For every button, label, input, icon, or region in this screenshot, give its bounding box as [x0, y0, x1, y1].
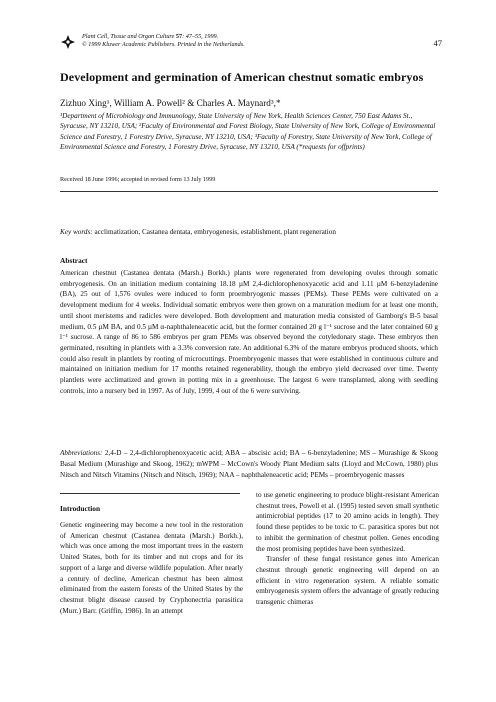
journal-pages: : 47–55, 1999.	[182, 33, 219, 40]
abbreviations-text: 2,4-D – 2,4-dichlorophenoxyacetic acid; ABA – abscisic acid; BA – 6-benzyladenine; MS – Murashige & Skoog Basal Medium (Murashige and Skoog, 1962); mWPM – McCown's Woody Plant Medium salts (Lloyd and McCown, 1980) plus Nitsch and Nitsch Vitamins (Nitsch and Nitsch, 1969); NAA – naphthaleneacetic acid; PEMs – proembryogenic masses	[60, 449, 438, 479]
abbreviations	[60, 448, 438, 480]
journal-name: Plant Cell, Tissue and Organ Culture	[82, 33, 175, 40]
copyright-line: © 1999 Kluwer Academic Publishers. Printed in the Netherlands.	[82, 41, 245, 49]
keywords-label: Key words:	[60, 228, 93, 236]
journal-volume: 57	[175, 33, 183, 40]
affiliations: ¹Department of Microbiology and Immunology, State University of New York, Health Sciences Center, 750 East Adams St., Syracuse, NY 13210, USA; ²Faculty of Environmental and Forest Biology, State University of New York, College of Environmental Science and Forestry, 1 Forestry Drive, Syracuse, NY 13210, USA; ³Faculty of Forestry, State University of New York, College of Environmental Science and Forestry, 1 Forestry Drive, Syracuse, NY 13210, USA (*requests for offprints)	[60, 112, 436, 152]
received-date: Received 18 June 1996; accepted in revised form 13 July 1999	[60, 176, 216, 183]
abstract-text: American chestnut (Castanea dentata (Marsh.) Borkh.) plants were regenerated from developing ovules through somatic embryogenesis. On an initiation medium containing 18.18 µM 2,4-dichlorophenoxyacetic acid and 1.11 µM 6-benzyladenine (BA), 25 out of 1,576 ovules were induced to form proembryogenic masses (PEMs). These PEMs were cultivated on a development medium for 4 weeks. Individual somatic embryos were then grown on a maturation medium for at least one month, until shoot meristems and radicles were developed. Both development and maturation media consisted of Gamborg's B-5 basal medium, 0.5 µM BA, and 0.5 µM α-naphthaleneacetic acid, but the former contained 20 g l⁻¹ sucrose and the later contained 60 g l⁻¹ sucrose. A range of 86 to 586 embryos per gram PEMs was observed beyond the cotyledonary stage. These embryos then germinated, resulting in plantlets with a 3.3% conversion rate. An additional 6.3% of the mature embryos produced shoots, which could also result in plantlets by rooting of microcuttings. Proembryogenic masses that were established in continuous culture and maintained on initiation medium for 17 months retained regenerability, though the embryo yield decreased over time. Twenty plantlets were acclimatized and grown in potting mix in a greenhouse. The largest 6 were transplanted, along with seedling controls, into a nursery bed in 1997. As of July, 1999, 4 out of the 6 were surviving.	[60, 269, 438, 395]
introduction-heading: Introduction	[60, 504, 101, 513]
intro-paragraph: Genetic engineering may become a new tool in the restoration of American chestnut (Castanea dentata (Marsh.) Borkh.), which was once among the most important trees in the eastern United States, both for its timber and nut crops and for its support of a large and diverse wildlife population. After nearly a century of decline, American chestnut has been almost eliminated from the eastern forests of the United States by the chestnut blight disease caused by Cryphonectria parasitica (Murr.) Barr. (Griffin, 1986). In an attempt	[60, 521, 243, 615]
intro-column-right	[256, 490, 439, 608]
intro-paragraph: Transfer of these fungal resistance genes into American chestnut through genetic engineering will depend on an efficient in vitro regeneration system. A reliable somatic embryogenesis system offers the advantage of greatly reducing transgenic chimeras	[256, 555, 439, 607]
intro-column-left	[60, 520, 243, 616]
abbreviations-label: Abbreviations:	[60, 449, 103, 457]
keywords	[60, 228, 336, 236]
abstract-heading: Abstract	[60, 256, 88, 265]
publisher-logo-icon	[60, 34, 76, 50]
journal-citation	[82, 33, 245, 49]
author-list: Zizhuo Xing¹, William A. Powell² & Charles A. Maynard³,*	[60, 98, 281, 108]
intro-paragraph: to use genetic engineering to produce blight-resistant American chestnut trees, Powell et al. (1995) tested seven small synthetic antimicrobial peptides (17 to 20 amino acids in length). They found these peptides to be toxic to C. parasitica spores but not to inhibit the germination of chestnut pollen. Genes encoding the most promising peptides have been synthesized.	[256, 491, 439, 553]
article-title: Development and germination of American chestnut somatic embryos	[60, 70, 424, 84]
divider	[60, 493, 240, 494]
page-number: 47	[433, 38, 442, 48]
divider	[60, 191, 438, 192]
keywords-text: acclimatization, Castanea dentata, embryogenesis, establishment, plant regeneration	[92, 228, 336, 236]
